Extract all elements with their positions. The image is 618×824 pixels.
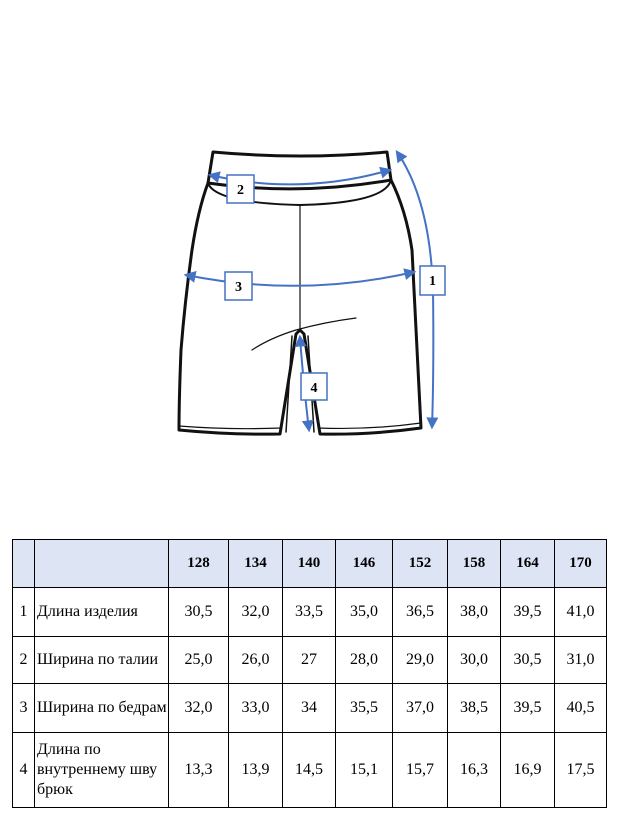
table-cell: 38,0 bbox=[448, 588, 501, 637]
row-number: 1 bbox=[13, 588, 35, 637]
measurement-name: Длина изделия bbox=[35, 588, 169, 637]
header-size-170: 170 bbox=[555, 540, 607, 588]
table-cell: 26,0 bbox=[229, 637, 283, 684]
table-cell: 39,5 bbox=[501, 588, 555, 637]
table-cell: 30,5 bbox=[169, 588, 229, 637]
table-cell: 38,5 bbox=[448, 684, 501, 733]
table-cell: 35,5 bbox=[336, 684, 393, 733]
table-cell: 27 bbox=[283, 637, 336, 684]
table-cell: 32,0 bbox=[229, 588, 283, 637]
table-cell: 30,0 bbox=[448, 637, 501, 684]
label-4: 4 bbox=[310, 381, 318, 396]
header-cell bbox=[13, 540, 35, 588]
table-cell: 17,5 bbox=[555, 733, 607, 808]
header-size-152: 152 bbox=[393, 540, 448, 588]
label-2: 2 bbox=[237, 183, 244, 198]
header-cell bbox=[35, 540, 169, 588]
table-cell: 16,9 bbox=[501, 733, 555, 808]
row-number: 2 bbox=[13, 637, 35, 684]
table-row bbox=[13, 637, 607, 684]
table-cell: 25,0 bbox=[169, 637, 229, 684]
table-cell: 29,0 bbox=[393, 637, 448, 684]
shorts-drawing bbox=[179, 152, 421, 434]
table-cell: 34 bbox=[283, 684, 336, 733]
table-row bbox=[13, 684, 607, 733]
label-1: 1 bbox=[429, 274, 436, 289]
table-cell: 13,3 bbox=[169, 733, 229, 808]
measurement-name: Длина по внутреннему шву брюк bbox=[35, 733, 169, 808]
table-cell: 39,5 bbox=[501, 684, 555, 733]
table-cell: 33,5 bbox=[283, 588, 336, 637]
table-cell: 41,0 bbox=[555, 588, 607, 637]
table-cell: 32,0 bbox=[169, 684, 229, 733]
table-cell: 15,1 bbox=[336, 733, 393, 808]
table-cell: 35,0 bbox=[336, 588, 393, 637]
table-cell: 37,0 bbox=[393, 684, 448, 733]
table-cell: 36,5 bbox=[393, 588, 448, 637]
table-row bbox=[13, 588, 607, 637]
table-cell: 13,9 bbox=[229, 733, 283, 808]
table-row bbox=[13, 733, 607, 808]
table-cell: 30,5 bbox=[501, 637, 555, 684]
table-cell: 40,5 bbox=[555, 684, 607, 733]
table-cell: 31,0 bbox=[555, 637, 607, 684]
table-cell: 14,5 bbox=[283, 733, 336, 808]
row-number: 4 bbox=[13, 733, 35, 808]
header-size-164: 164 bbox=[501, 540, 555, 588]
label-boxes bbox=[225, 175, 445, 400]
header-size-158: 158 bbox=[448, 540, 501, 588]
header-size-128: 128 bbox=[169, 540, 229, 588]
header-size-134: 134 bbox=[229, 540, 283, 588]
table-cell: 33,0 bbox=[229, 684, 283, 733]
table-cell: 15,7 bbox=[393, 733, 448, 808]
label-3: 3 bbox=[235, 280, 242, 295]
measurement-name: Ширина по талии bbox=[35, 637, 169, 684]
measurement-name: Ширина по бедрам bbox=[35, 684, 169, 733]
table-cell: 28,0 bbox=[336, 637, 393, 684]
header-size-146: 146 bbox=[336, 540, 393, 588]
header-size-140: 140 bbox=[283, 540, 336, 588]
size-table bbox=[12, 539, 607, 808]
table-header-row bbox=[13, 540, 607, 588]
row-number: 3 bbox=[13, 684, 35, 733]
table-cell: 16,3 bbox=[448, 733, 501, 808]
